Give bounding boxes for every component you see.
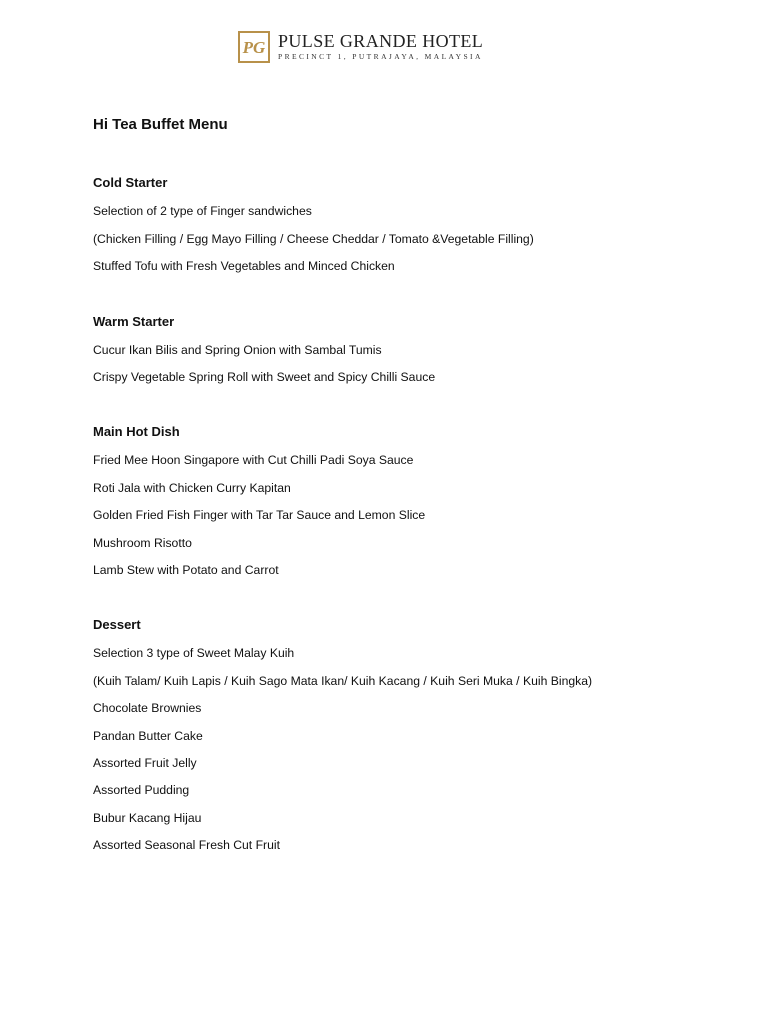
menu-item: Assorted Fruit Jelly bbox=[93, 756, 197, 770]
hotel-logo bbox=[238, 31, 483, 63]
menu-item: Mushroom Risotto bbox=[93, 536, 192, 550]
menu-item-note: (Chicken Filling / Egg Mayo Filling / Cheese Cheddar / Tomato &Vegetable Filling) bbox=[93, 232, 534, 246]
section-heading-warm-starter: Warm Starter bbox=[93, 314, 175, 329]
menu-item: Selection of 2 type of Finger sandwiches bbox=[93, 204, 312, 218]
menu-item: Golden Fried Fish Finger with Tar Tar Sauce and Lemon Slice bbox=[93, 508, 426, 522]
menu-item: Bubur Kacang Hijau bbox=[93, 811, 202, 825]
section-heading-dessert: Dessert bbox=[93, 617, 141, 632]
menu-item: Pandan Butter Cake bbox=[93, 729, 203, 743]
menu-item: Stuffed Tofu with Fresh Vegetables and Minced Chicken bbox=[93, 259, 395, 273]
menu-item: Crispy Vegetable Spring Roll with Sweet and Spicy Chilli Sauce bbox=[93, 370, 436, 384]
menu-item: Fried Mee Hoon Singapore with Cut Chilli Padi Soya Sauce bbox=[93, 453, 414, 467]
section-heading-cold-starter: Cold Starter bbox=[93, 175, 168, 190]
menu-item: Assorted Pudding bbox=[93, 783, 190, 797]
menu-item: Assorted Seasonal Fresh Cut Fruit bbox=[93, 838, 280, 852]
section-heading-main-hot-dish: Main Hot Dish bbox=[93, 424, 180, 439]
menu-item-note: (Kuih Talam/ Kuih Lapis / Kuih Sago Mata Ikan/ Kuih Kacang / Kuih Seri Muka / Kuih Bingka) bbox=[93, 674, 593, 688]
menu-item: Roti Jala with Chicken Curry Kapitan bbox=[93, 481, 291, 495]
menu-item: Lamb Stew with Potato and Carrot bbox=[93, 563, 279, 577]
hotel-name: PULSE GRANDE HOTEL bbox=[278, 31, 484, 51]
menu-item: Chocolate Brownies bbox=[93, 701, 202, 715]
menu-item: Selection 3 type of Sweet Malay Kuih bbox=[93, 646, 295, 660]
hotel-address: PRECINCT 1, PUTRAJAYA, MALAYSIA bbox=[278, 52, 483, 61]
menu-item: Cucur Ikan Bilis and Spring Onion with Sambal Tumis bbox=[93, 343, 382, 357]
menu-title: Hi Tea Buffet Menu bbox=[93, 116, 228, 133]
pg-monogram-icon bbox=[238, 31, 270, 63]
svg-text:PG: PG bbox=[242, 38, 266, 57]
